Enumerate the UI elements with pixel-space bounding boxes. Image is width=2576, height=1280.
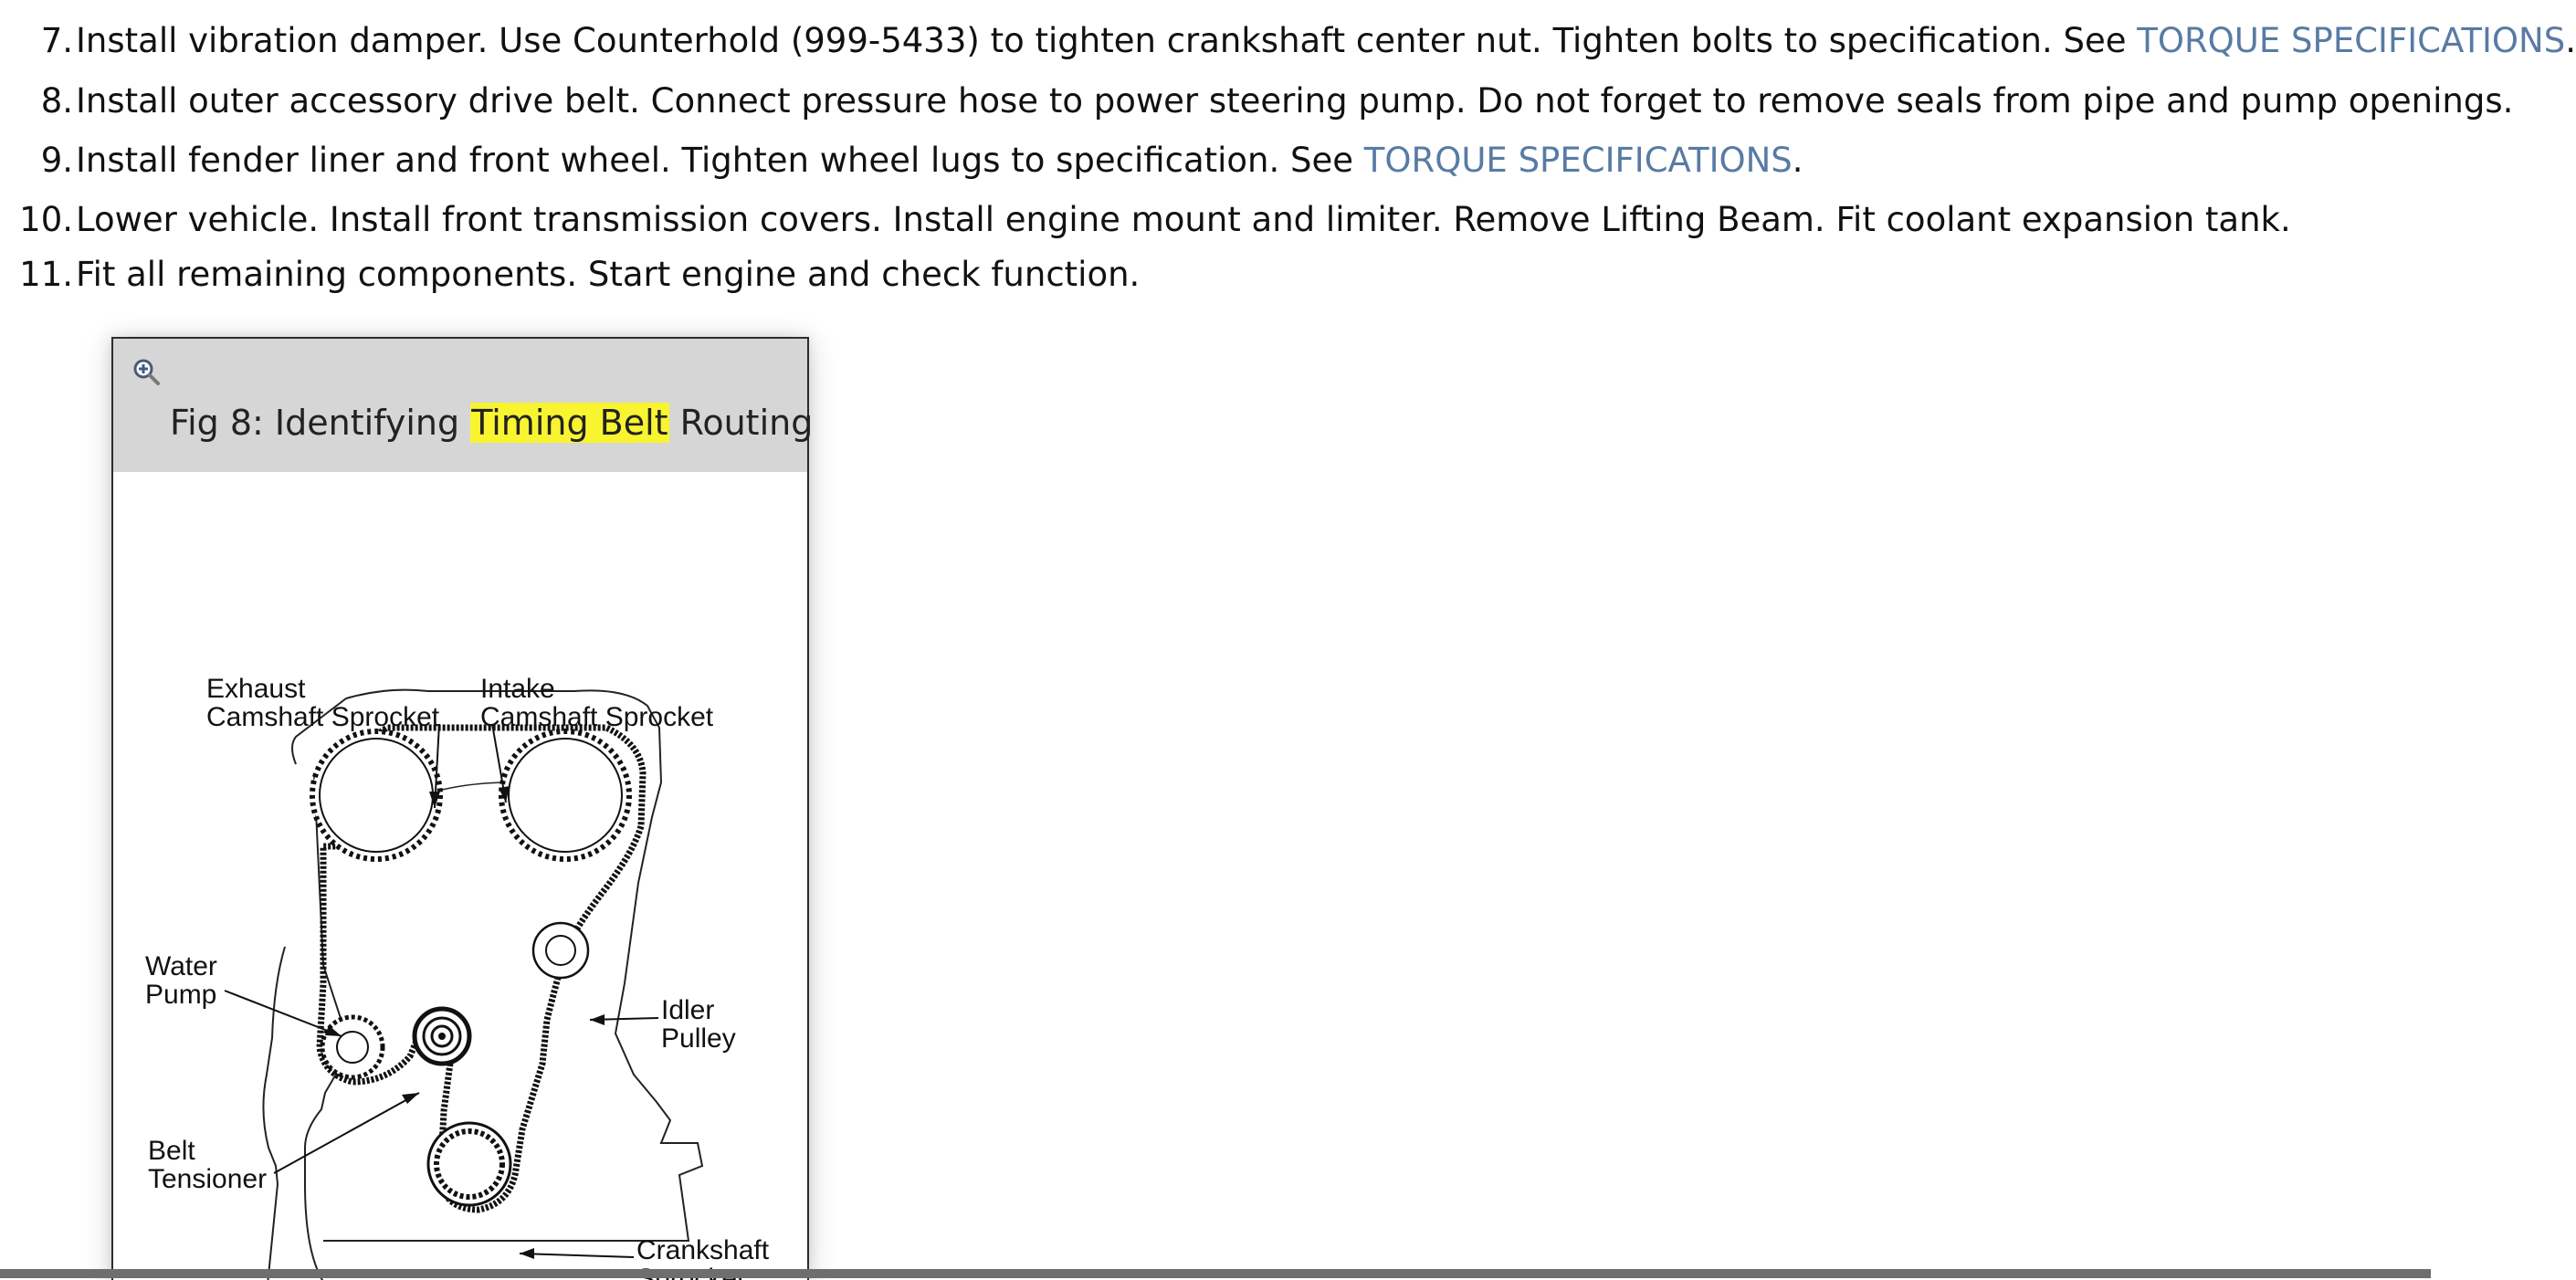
bottom-toolbar [0,1269,2431,1278]
label-exhaust-camshaft: Camshaft Sprocket [206,702,440,732]
label-water: Water [145,951,217,981]
figure-title-prefix: Fig 8: Identifying [170,403,471,443]
torque-specifications-link[interactable]: TORQUE SPECIFICATIONS [2137,21,2566,60]
exhaust-camshaft-sprocket [312,731,440,859]
step-text: Lower vehicle. Install front transmission covers. Install engine mount and limiter. Remove Lifting Beam. Fit coolant expansion tank. [76,200,2291,239]
crankshaft-sprocket [428,1123,510,1205]
search-highlight: Timing Belt [471,403,668,443]
step-text-end: . [2565,21,2576,60]
step-text: Fit all remaining components. Start engine and check function. [76,255,1141,294]
figure-title-suffix: Routing [668,403,814,443]
timing-belt-diagram [113,472,807,1280]
step-8 [0,79,2513,133]
water-pump-sprocket [322,1017,383,1077]
step-7 [0,18,2576,73]
step-number: 10. [19,200,73,239]
engine-outline-inner [263,947,285,1280]
step-9 [0,138,1803,193]
figure-header [113,339,814,472]
label-idler: Idler [661,995,715,1025]
torque-specifications-link[interactable]: TORQUE SPECIFICATIONS [1363,141,1793,180]
zoom-in-icon[interactable] [131,357,161,386]
step-number: 11. [19,255,73,294]
step-text: Install vibration damper. Use Counterhold (999-5433) to tighten crankshaft center nut. Tighten bolts to specification. See [76,21,2138,60]
label-intake: Intake [480,674,555,704]
label-belt: Belt [148,1136,195,1166]
intake-camshaft-sprocket [501,731,629,859]
label-belt-tensioner: Tensioner [148,1164,268,1194]
step-number: 9. [40,141,73,180]
idler-pulley [533,923,588,978]
label-water-pump: Pump [145,980,217,1010]
step-11 [0,252,1140,307]
label-intake-camshaft: Camshaft Sprocket [480,702,714,732]
figure-card [111,337,814,1280]
step-10 [0,197,2291,252]
label-crankshaft: Crankshaft [636,1235,770,1265]
step-text: Install fender liner and front wheel. Tighten wheel lugs to specification. See [76,141,1364,180]
label-idler-pulley: Pulley [661,1023,736,1054]
step-number: 8. [40,81,73,121]
step-text-end: . [1792,141,1803,180]
step-number: 7. [40,21,73,60]
label-exhaust: Exhaust [206,674,306,704]
belt-tensioner [415,1009,469,1064]
step-text: Install outer accessory drive belt. Connect pressure hose to power steering pump. Do not forget to remove seals from pipe and pump openings. [76,81,2514,121]
figure-title [170,397,813,452]
